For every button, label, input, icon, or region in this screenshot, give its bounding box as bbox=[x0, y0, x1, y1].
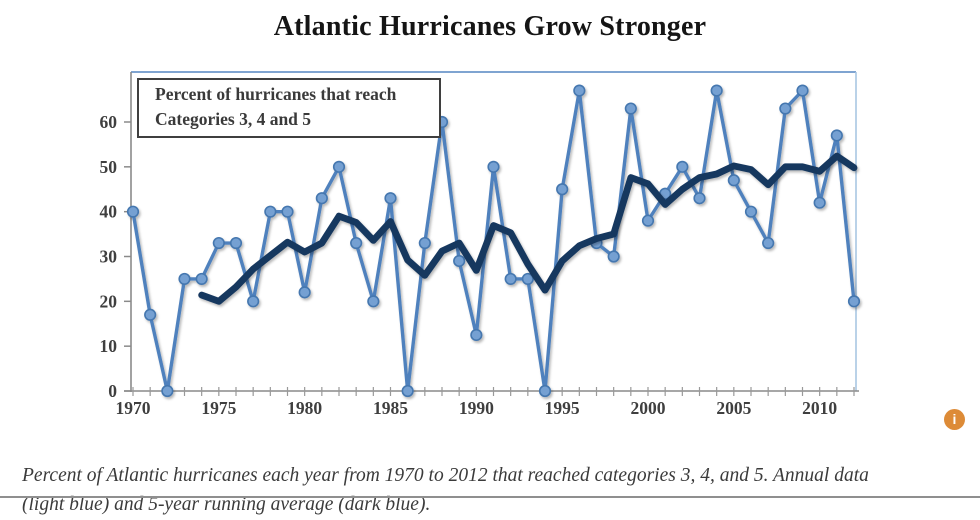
info-icon[interactable]: i bbox=[944, 409, 965, 430]
data-point-marker bbox=[231, 238, 242, 249]
data-point-marker bbox=[677, 162, 688, 173]
data-point-marker bbox=[574, 85, 585, 96]
data-point-marker bbox=[814, 197, 825, 208]
x-tick-label: 2000 bbox=[630, 398, 666, 418]
y-tick-label: 20 bbox=[99, 291, 117, 312]
data-point-marker bbox=[763, 238, 774, 249]
y-tick-label: 0 bbox=[108, 381, 117, 401]
data-point-marker bbox=[351, 238, 362, 249]
chart-legend bbox=[137, 78, 441, 138]
data-point-marker bbox=[128, 206, 139, 217]
y-tick-label: 10 bbox=[99, 336, 117, 357]
data-point-marker bbox=[282, 206, 293, 217]
data-point-marker bbox=[265, 206, 276, 217]
data-point-marker bbox=[179, 274, 190, 285]
data-point-marker bbox=[626, 103, 637, 114]
x-tick-label: 1970 bbox=[115, 398, 151, 418]
y-tick-label: 30 bbox=[99, 246, 117, 267]
x-tick-label: 1975 bbox=[201, 398, 237, 418]
y-tick-label: 40 bbox=[99, 201, 117, 222]
data-point-marker bbox=[780, 103, 791, 114]
data-point-marker bbox=[334, 162, 345, 173]
data-point-marker bbox=[248, 296, 259, 307]
data-point-marker bbox=[196, 274, 207, 285]
data-point-marker bbox=[849, 296, 860, 307]
bottom-divider bbox=[0, 496, 980, 498]
data-point-marker bbox=[317, 193, 328, 204]
figure-caption-line1: Percent of Atlantic hurricanes each year from 1970 to 2012 that reached categories 3, 4, and 5. Annual data bbox=[22, 464, 869, 486]
y-tick-label: 50 bbox=[99, 156, 117, 177]
data-point-marker bbox=[402, 386, 413, 397]
data-point-marker bbox=[832, 130, 843, 141]
figure-caption-line2: (light blue) and 5-year running average (dark blue). bbox=[22, 493, 431, 515]
data-point-marker bbox=[608, 251, 619, 262]
x-tick-label: 1985 bbox=[373, 398, 408, 418]
data-point-marker bbox=[540, 386, 551, 397]
data-point-marker bbox=[368, 296, 379, 307]
data-point-marker bbox=[746, 206, 757, 217]
chart-legend-line1: Percent of hurricanes that reach bbox=[155, 84, 397, 104]
figure-caption bbox=[22, 461, 962, 519]
x-tick-label: 1990 bbox=[458, 398, 494, 418]
data-point-marker bbox=[454, 256, 465, 267]
x-tick-label: 2010 bbox=[802, 398, 838, 418]
x-tick-label: 1980 bbox=[287, 398, 323, 418]
data-point-marker bbox=[299, 287, 310, 298]
x-tick-label: 2005 bbox=[716, 398, 752, 418]
data-point-marker bbox=[729, 175, 740, 186]
data-point-marker bbox=[420, 238, 431, 249]
data-point-marker bbox=[505, 274, 516, 285]
data-point-marker bbox=[797, 85, 808, 96]
data-point-marker bbox=[385, 193, 396, 204]
data-point-marker bbox=[711, 85, 722, 96]
chart-legend-line2: Categories 3, 4 and 5 bbox=[155, 109, 312, 129]
x-tick-label: 1995 bbox=[544, 398, 580, 418]
data-point-marker bbox=[145, 309, 156, 320]
chart-title: Atlantic Hurricanes Grow Stronger bbox=[273, 11, 707, 42]
data-point-marker bbox=[488, 162, 499, 173]
data-point-marker bbox=[643, 215, 654, 226]
data-point-marker bbox=[694, 193, 705, 204]
data-point-marker bbox=[557, 184, 568, 195]
data-point-marker bbox=[162, 386, 173, 397]
data-point-marker bbox=[214, 238, 225, 249]
data-point-marker bbox=[471, 330, 482, 341]
y-tick-label: 60 bbox=[99, 112, 117, 132]
